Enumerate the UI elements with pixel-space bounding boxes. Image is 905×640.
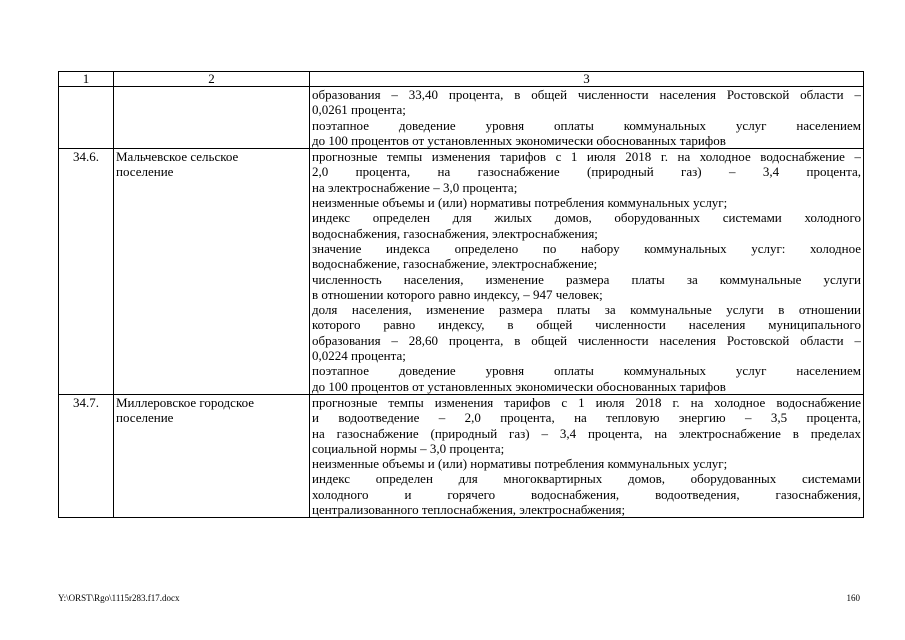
settlement-name <box>114 87 310 149</box>
text-line: значение индекса определено по набору коммунальных услуг: холодное <box>312 240 861 256</box>
text-line: холодного и горячего водоснабжения, водоотведения, газоснабжения, <box>312 486 861 502</box>
settlement-name-line: поселение <box>116 164 174 180</box>
text-line: численность населения, изменение размера платы за коммунальные услуги <box>312 271 861 287</box>
text-line: прогнозные темпы изменения тарифов с 1 июля 2018 г. на холодное водоснабжение <box>312 394 861 410</box>
conditions-text <box>310 149 864 395</box>
text-line: поэтапное доведение уровня оплаты коммунальных услуг населением <box>312 363 861 379</box>
text-line: образования – 33,40 процента, в общей численности населения Ростовской области – <box>312 87 861 102</box>
table-header-row <box>59 72 864 87</box>
item-number: 34.6. <box>59 149 114 395</box>
file-path-footer: Y:\ORST\Rgo\1115r283.f17.docx <box>58 593 180 603</box>
text-line: прогнозные темпы изменения тарифов с 1 июля 2018 г. на холодное водоснабжение – <box>312 149 861 165</box>
table-row <box>59 149 864 395</box>
text-line: индекс определен для жилых домов, оборудованных системами холодного <box>312 210 861 226</box>
text-line: централизованного теплоснабжения, электроснабжения; <box>312 502 626 518</box>
settlement-name-line: Мальчевское сельское <box>116 149 239 165</box>
settlement-name-line: Миллеровское городское <box>116 394 255 410</box>
settlement-name <box>114 149 310 395</box>
text-line: и водоотведение – 2,0 процента, на тепловую энергию – 3,5 процента, <box>312 410 861 426</box>
text-line: образования – 28,60 процента, в общей численности населения Ростовской области – <box>312 332 861 348</box>
column-header: 3 <box>310 72 864 87</box>
conditions-text <box>310 87 864 149</box>
text-line: водоснабжения, газоснабжения, электроснабжения; <box>312 225 598 241</box>
page-number: 160 <box>846 593 860 603</box>
settlement-name <box>114 394 310 517</box>
column-header: 1 <box>59 72 114 87</box>
text-line: 2,0 процента, на газоснабжение (природный газ) – 3,4 процента, <box>312 164 861 180</box>
table-row <box>59 394 864 517</box>
table-row <box>59 87 864 149</box>
text-line: которого равно индексу, в общей численности населения муниципального <box>312 317 861 333</box>
text-line: 0,0261 процента; <box>312 102 406 118</box>
text-line: доля населения, изменение размера платы за коммунальные услуги в отношении <box>312 302 861 318</box>
table-body <box>59 87 864 518</box>
conditions-text <box>310 394 864 517</box>
text-line: в отношении которого равно индексу, – 947 человек; <box>312 286 603 302</box>
document-table <box>58 71 864 518</box>
text-line: до 100 процентов от установленных экономически обоснованных тарифов <box>312 132 726 148</box>
column-header: 2 <box>114 72 310 87</box>
text-line: неизменные объемы и (или) нормативы потребления коммунальных услуг; <box>312 195 728 211</box>
text-line: до 100 процентов от установленных экономически обоснованных тарифов <box>312 378 726 394</box>
text-line: индекс определен для многоквартирных домов, оборудованных системами <box>312 471 861 487</box>
text-line: поэтапное доведение уровня оплаты коммунальных услуг населением <box>312 117 861 133</box>
text-line: на электроснабжение – 3,0 процента; <box>312 179 518 195</box>
text-line: социальной нормы – 3,0 процента; <box>312 440 505 456</box>
text-line: на газоснабжение (природный газ) – 3,4 процента, на электроснабжение в пределах <box>312 425 861 441</box>
text-line: 0,0224 процента; <box>312 348 406 364</box>
item-number: 34.7. <box>59 394 114 517</box>
item-number <box>59 87 114 149</box>
settlement-name-line: поселение <box>116 410 174 426</box>
text-line: водоснабжение, газоснабжение, электроснабжение; <box>312 256 598 272</box>
text-line: неизменные объемы и (или) нормативы потребления коммунальных услуг; <box>312 456 728 472</box>
